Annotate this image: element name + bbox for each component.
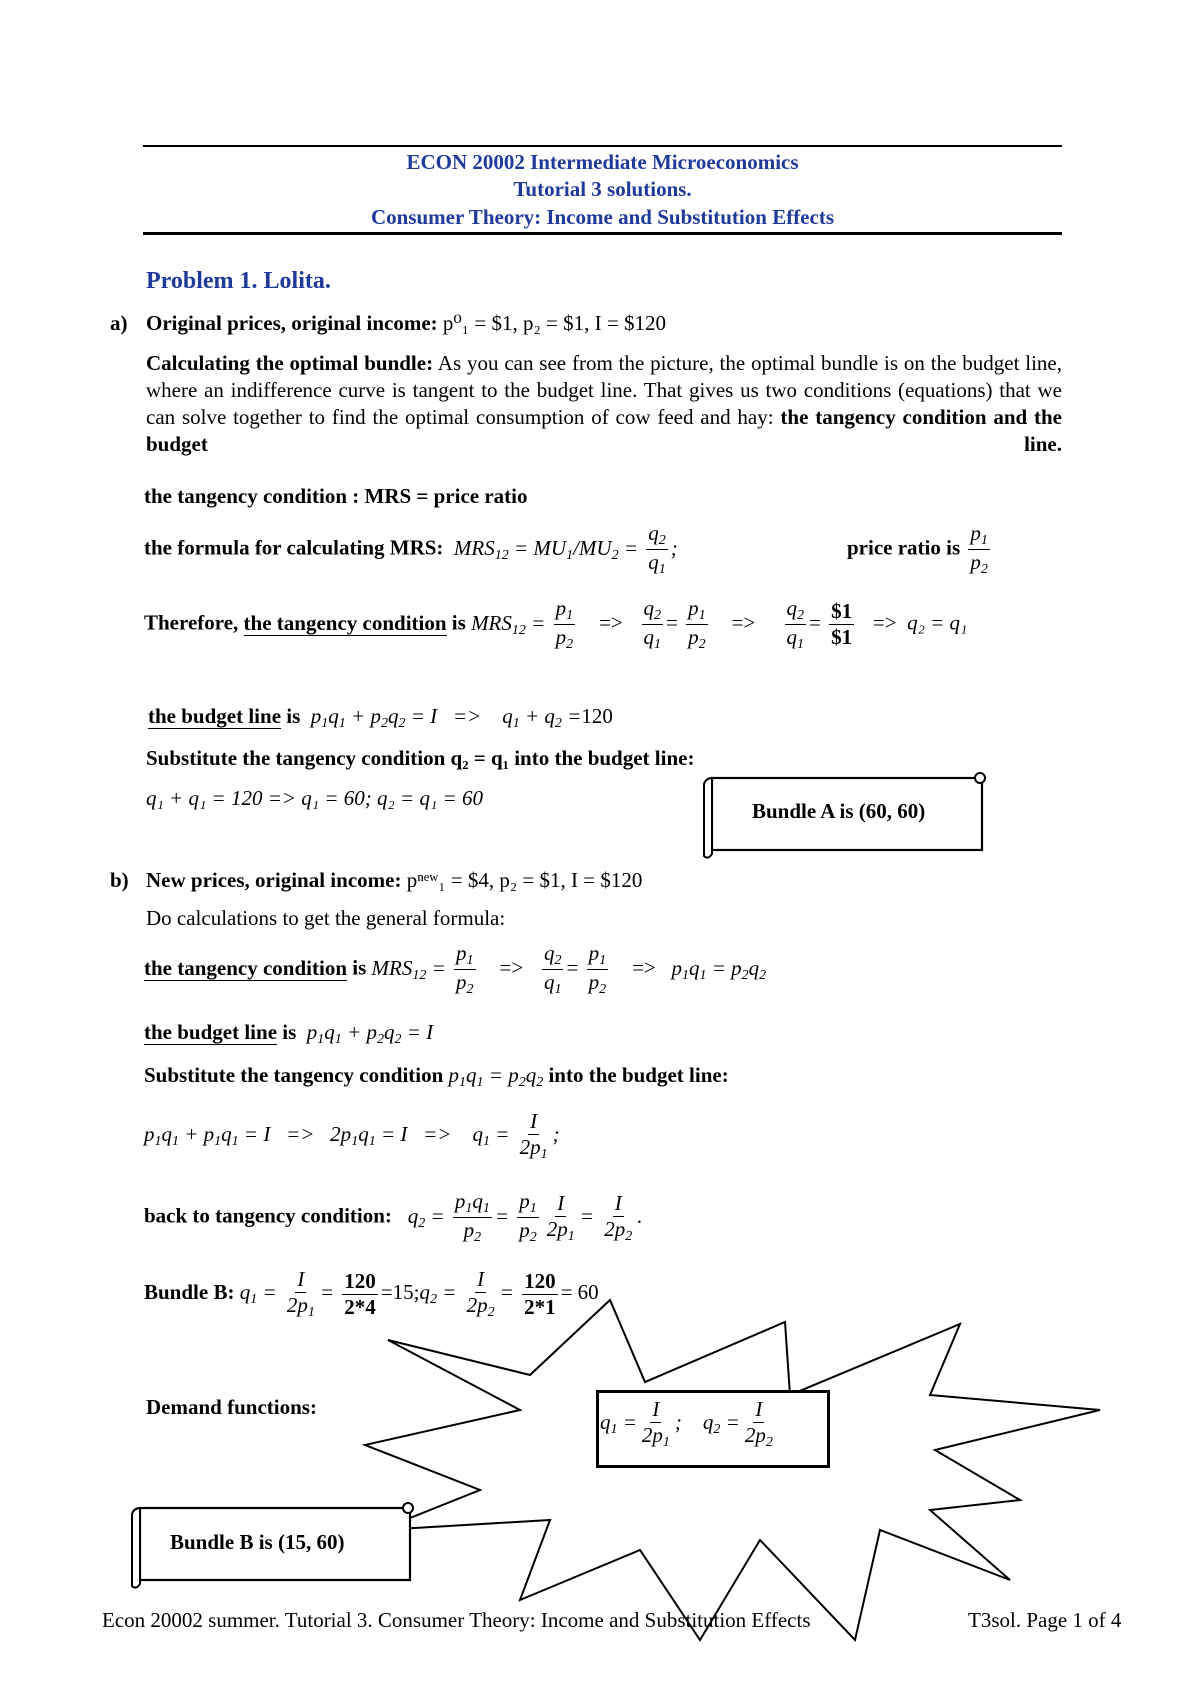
topic-title: Consumer Theory: Income and Substitution Effects [370, 205, 834, 229]
is-word-a: is [451, 610, 466, 635]
part-b-prices: pⁿᵉʷ₁ = $4, p₂ = $1, I = $120 [406, 868, 643, 892]
implies-b2: => [616, 955, 667, 980]
tangency-link-a: the tangency condition [243, 610, 447, 635]
part-b-marker: b) [110, 868, 129, 892]
calc-lead: Calculating the optimal bundle: [146, 351, 434, 375]
tangency-line-b: the tangency condition is $MRS_{12}$ = $\frac{p_1}{p_2}$ => $\frac{q_2}{q_1}$ = $\frac{p_1}{p_2}$ => $p_1q_1 = p_2q_2$ [144, 941, 767, 998]
demand-label: Demand functions: [146, 1395, 317, 1419]
bundle-b-num2: 120 [522, 1270, 558, 1295]
problem-title: Problem 1. Lolita. [146, 268, 331, 294]
back-equation: $q_2$ = $\frac{p_1q_1}{p_2}$ = $\frac{p_1}{p_2}$ $\frac{I}{2p_1}$ = $\frac{I}{2p_2}$ . [397, 1189, 643, 1246]
tangency-equation-a: $MRS_{12}$ = $\frac{p_1}{p_2}$ [471, 596, 574, 653]
mrs-formula-label: the formula for calculating MRS: [144, 535, 444, 560]
is-word-budget-a: is [286, 704, 301, 728]
bundle-b-res1: 15 [392, 1280, 414, 1305]
p-ratio-1: $\frac{p_1}{p_2}$ [688, 596, 706, 653]
course-title: ECON 20002 Intermediate Microeconomics [406, 150, 799, 174]
bundle-b-den1: 2*4 [344, 1294, 376, 1319]
tangency-link-b: the tangency condition [144, 955, 348, 980]
bundle-b-den2: 2*1 [524, 1294, 556, 1319]
substitute-b-tail: into the budget line: [548, 1063, 729, 1087]
p-ratio-b: $\frac{p_1}{p_2}$ [588, 941, 607, 998]
bundle-b-line: Bundle B: $q_1$ = $\frac{I}{2p_1}$ = $\frac{120}{2*4}$ $=15;q_2$ = $\frac{I}{2p_2}$ = $\frac{120}{2*1}$ = 60 [144, 1267, 599, 1321]
footer-right: T3sol. Page 1 of 4 [968, 1608, 1122, 1632]
budget-equation-a: $p_1q_1 + p_2q_2 = I$ => $q_1 + q_2$ = [305, 704, 582, 731]
dollar-ratio: $\frac{\$1}{\$1}$ [831, 599, 853, 650]
general-note: Do calculations to get the general formula: [146, 906, 506, 930]
part-a-marker: a) [110, 311, 128, 335]
implies-1: => [583, 610, 634, 635]
part-b-lead: New prices, original income: [146, 868, 402, 892]
part-a-prices: p⁰₁ = $1, p₂ = $1, I = $120 [442, 311, 666, 335]
budget-equation-b: $p_1q_1 + p_2q_2 = I$ [301, 1020, 434, 1047]
tangency-result-a: q₂ = q₁ [907, 610, 968, 635]
implies-b1: => [483, 955, 534, 980]
implies-2: => [715, 610, 777, 635]
bundle-b-num1: 120 [342, 1270, 378, 1295]
mrs-formula: $MRS_{12} = MU_1/MU_2$ = $\frac{q_2}{q_1}$ ; [448, 521, 678, 578]
price-ratio-label: price ratio is [847, 535, 961, 560]
is-word-b: is [352, 955, 367, 980]
is-word-budget-b: is [282, 1020, 297, 1044]
q-ratio-b: $\frac{q_2}{q_1}$ [543, 941, 562, 998]
tangency-result-b: $p_1q_1 = p_2q_2$ [671, 955, 767, 983]
q-ratio-1: $\frac{q_2}{q_1}$ [643, 596, 661, 653]
therefore-label: Therefore, [144, 610, 239, 635]
tangency-statement: the tangency condition : MRS = price ratio [144, 484, 528, 508]
calc-conclusion: the tangency condition and the budget line. [146, 405, 1062, 456]
budget-link-a: the budget line [148, 704, 282, 728]
substitute-a: Substitute the tangency condition q₂ = q₁ into the budget line: [146, 746, 695, 770]
substitute-b-eq: $p_1q_1 = p_2q_2$ [448, 1063, 544, 1090]
budget-value-a: 120 [581, 704, 613, 728]
back-label: back to tangency condition: [144, 1203, 392, 1228]
demand-functions: $q_1$ = $\frac{I}{2p_1}$ ; $q_2$ = $\frac{I}{2p_2}$ [600, 1397, 773, 1451]
part-a-lead: Original prices, original income: [146, 311, 438, 335]
bundle-b-prefix: Bundle B: [144, 1280, 235, 1305]
tangency-equation-b: $MRS_{12}$ = $\frac{p_1}{p_2}$ [371, 941, 474, 998]
therefore-line: Therefore, the tangency condition is $MRS_{12}$ = $\frac{p_1}{p_2}$ => $\frac{q_2}{q_1}$ = $\frac{p_1}{p_2}$ => $\frac{q_2}{q_1}$ = $\frac{\$1}{\$1}$ => q₂ = q₁ [144, 596, 968, 653]
footer-left: Econ 20002 summer. Tutorial 3. Consumer Theory: Income and Substitution Effects [102, 1608, 811, 1632]
bundle-b-res2: 60 [577, 1280, 599, 1305]
solution-a: q₁ + q₁ = 120 => q₁ = 60; q₂ = q₁ = 60 [146, 786, 483, 810]
calc-body: As you can see from the picture, the optimal bundle is on the budget line, where an indifference curve is tangent to the budget line. That gives us two conditions (equations) that we can solve together to find the optimal consumption of cow feed and hay: [146, 351, 1062, 429]
bundle-b-q1: $q_1$ = $\frac{I}{2p_1}$ = [239, 1267, 335, 1321]
budget-link-b: the budget line [144, 1020, 278, 1044]
derivation-q1: $p_1q_1 + p_1q_1 = I => 2p_1q_1 = I$ => $q_1$ = $\frac{I}{2p_1}$ ; [144, 1109, 560, 1163]
tutorial-title: Tutorial 3 solutions. [513, 177, 692, 201]
q-ratio-2: $\frac{q_2}{q_1}$ [786, 596, 805, 653]
price-ratio-fraction: $\frac{p_1}{p_2}$ [970, 521, 988, 578]
substitute-b-label: Substitute the tangency condition [144, 1063, 444, 1087]
bundle-a-label: Bundle A is (60, 60) [752, 799, 926, 823]
bundle-b-label: Bundle B is (15, 60) [170, 1530, 345, 1554]
implies-3: => [862, 610, 902, 635]
